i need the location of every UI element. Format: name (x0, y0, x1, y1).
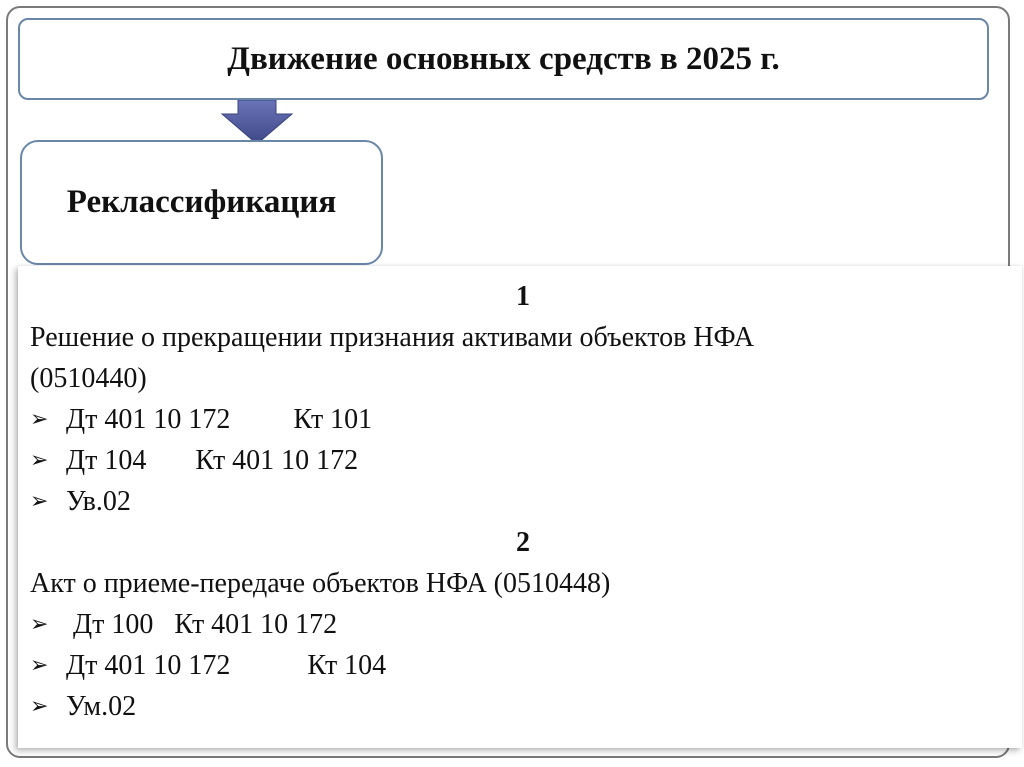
arrowhead-bullet-icon: ➢ (30, 448, 49, 473)
section-1-entry-3 (30, 481, 1022, 522)
section-2-entry-2 (30, 645, 1022, 686)
section-2-entry-1 (30, 604, 1022, 645)
arrowhead-bullet-icon: ➢ (30, 694, 49, 719)
subtitle: Реклассификация (66, 184, 337, 220)
title-box (18, 18, 989, 100)
section-1-entry-1 (30, 399, 1022, 440)
section-1-description: Решение о прекращении признания активами объектов НФА (30, 322, 755, 353)
entry-text: Дт 401 10 172 Кт 104 (66, 650, 387, 681)
section-1-number: 1 (516, 281, 530, 312)
entry-text: Дт 104 Кт 401 10 172 (66, 445, 359, 476)
arrowhead-bullet-icon: ➢ (30, 653, 49, 678)
section-2-entry-3 (30, 686, 1022, 727)
reclassification-box (20, 140, 383, 265)
content-panel (18, 266, 1022, 748)
arrowhead-bullet-icon: ➢ (30, 407, 49, 432)
section-2-number: 2 (516, 527, 530, 558)
page-title: Движение основных средств в 2025 г. (227, 40, 780, 77)
entry-text: Ум.02 (66, 691, 137, 722)
arrowhead-bullet-icon: ➢ (30, 489, 49, 514)
entry-text: Дт 100 Кт 401 10 172 (66, 609, 338, 640)
section-1-entry-2 (30, 440, 1022, 481)
entry-text: Ув.02 (66, 486, 131, 517)
section-2-description: Акт о приеме-передаче объектов НФА (0510448) (30, 568, 611, 599)
section-1-form-code: (0510440) (30, 363, 147, 394)
entry-text: Дт 401 10 172 Кт 101 (66, 404, 373, 435)
arrowhead-bullet-icon: ➢ (30, 612, 49, 637)
